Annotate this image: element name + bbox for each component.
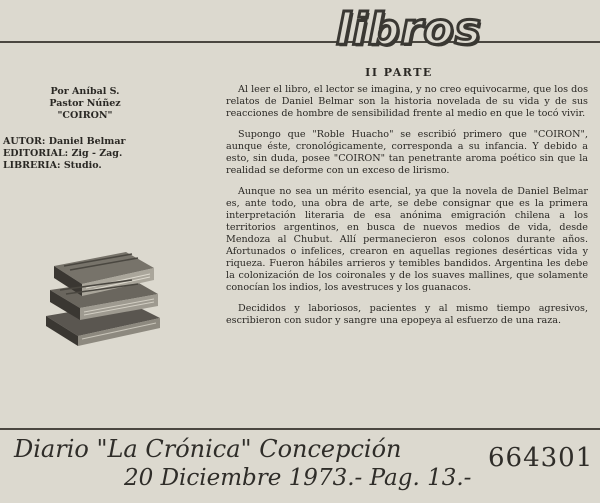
sidebar-column [0,86,170,172]
section-masthead: libros [336,4,482,55]
book-credits [0,136,170,172]
top-rule [0,41,600,43]
credit-libreria: LIBRERIA: Studio. [3,160,102,171]
bottom-rule [0,428,600,430]
article-body [226,84,588,336]
article-paragraph: Aunque no sea un mérito esencial, ya que la novela de Daniel Belmar es, ante todo, una obra de arte, se debe consignar que es la primera interpretación literaria de esa anónima emigración chilena a los territorios argentinos, en busca de nuevos medios de vida, desde Mendoza al Chubut. Allí permanecieron esos colonos durante años. Afortunados o infelices, crearon en aquellas regiones desérticas vida y riqueza. Fueron hábiles arrieros y temibles bandidos. Argentina les debe la colonización de los coironales y de los suaves mallines, que solamente conocían los indios, los avestruces y los guanacos. [226,186,588,293]
byline-author-name: Pastor Núñez [49,98,121,109]
credit-autor: AUTOR: Daniel Belmar [3,136,126,147]
article-paragraph: Supongo que "Roble Huacho" se escribió primero que "COIRON", aunque éste, cronológicamente, corresponda a su infancia. Y debido a esto, sin duda, posee "COIRON" tan penetrante aroma poético sin que la realidad se deforme con un exceso de lirismo. [226,129,588,176]
handwritten-source: Diario "La Crónica" Concepción [14,435,402,463]
byline-book-title: "COIRON" [57,110,113,121]
book-stack-icon [40,244,168,348]
handwritten-date: 20 Diciembre 1973.- Pag. 13.- [124,465,472,491]
byline [0,86,170,122]
handwritten-code: 664301 [488,443,594,473]
part-title: II PARTE [365,66,433,79]
byline-author: Por Aníbal S. [50,86,120,97]
credit-editorial: EDITORIAL: Zig - Zag. [3,148,123,159]
article-paragraph: Decididos y laboriosos, pacientes y al mismo tiempo agresivos, escribieron con sudor y sangre una epopeya al esfuerzo de una raza. [226,303,588,326]
article-paragraph: Al leer el libro, el lector se imagina, y no creo equivocarme, que los dos relatos de Daniel Belmar son la historia novelada de su vida y de sus reacciones de hombre de sensibilidad frente al medio en que le tocó vivir. [226,84,588,119]
